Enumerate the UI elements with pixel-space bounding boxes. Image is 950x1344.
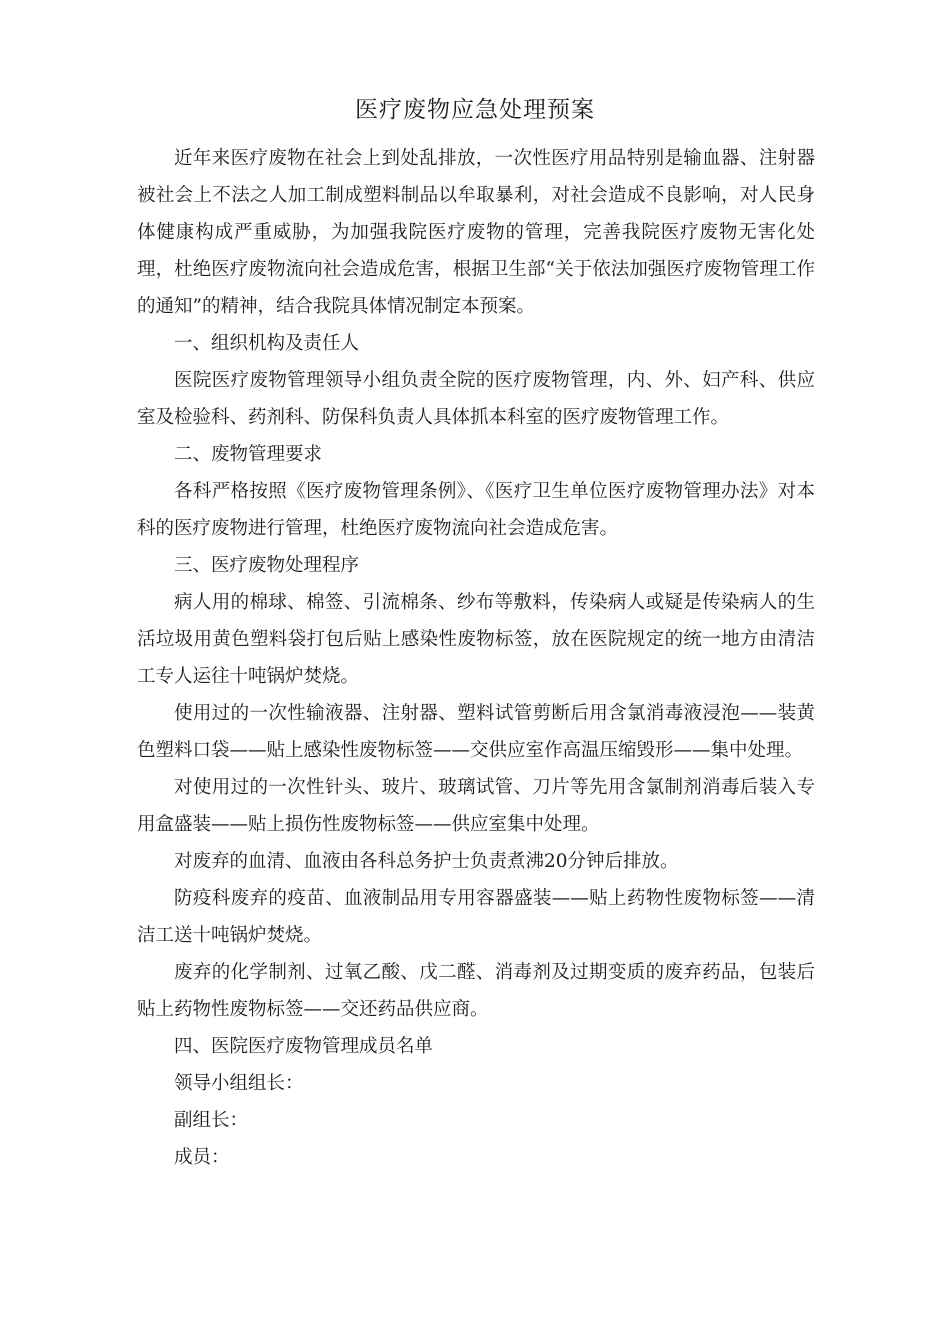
paragraph-procedure-4: 对废弃的血清、血液由各科总务护士负责煮沸20分钟后排放。 [174, 851, 679, 872]
section-heading-4: 四、医院医疗废物管理成员名单 [174, 1036, 434, 1057]
paragraph-organization: 医院医疗废物管理领导小组负责全院的医疗废物管理，内、外、妇产科、供应室及检验科、药剂科、防保科负责人具体抓本科室的医疗废物管理工作。 [137, 370, 815, 428]
document-body [137, 140, 815, 1176]
member-list-label: 成员： [174, 1147, 230, 1168]
paragraph-procedure-6: 废弃的化学制剂、过氧乙酸、戊二醛、消毒剂及过期变质的废弃药品，包装后贴上药物性废物标签——交还药品供应商。 [137, 962, 815, 1020]
paragraph-procedure-5: 防疫科废弃的疫苗、血液制品用专用容器盛装——贴上药物性废物标签——清洁工送十吨锅炉焚烧。 [137, 888, 815, 946]
section-heading-3: 三、医疗废物处理程序 [174, 555, 360, 576]
paragraph-procedure-2: 使用过的一次性输液器、注射器、塑料试管剪断后用含氯消毒液浸泡——装黄色塑料口袋——贴上感染性废物标签——交供应室作高温压缩毁形——集中处理。 [137, 703, 815, 761]
section-heading-2: 二、废物管理要求 [174, 444, 323, 465]
section-heading-1: 一、组织机构及责任人 [174, 333, 360, 354]
paragraph-procedure-3: 对使用过的一次性针头、玻片、玻璃试管、刀片等先用含氯制剂消毒后装入专用盒盛装——贴上损伤性废物标签——供应室集中处理。 [137, 777, 815, 835]
document-title: 医疗废物应急处理预案 [355, 97, 595, 123]
paragraph-requirements: 各科严格按照《医疗废物管理条例》、《医疗卫生单位医疗废物管理办法》对本科的医疗废物进行管理，杜绝医疗废物流向社会造成危害。 [137, 481, 815, 539]
paragraph-procedure-1: 病人用的棉球、棉签、引流棉条、纱布等敷料，传染病人或疑是传染病人的生活垃圾用黄色塑料袋打包后贴上感染性废物标签，放在医院规定的统一地方由清洁工专人运往十吨锅炉焚烧。 [137, 592, 815, 687]
member-leader-label: 领导小组组长： [174, 1073, 304, 1094]
member-deputy-label: 副组长： [174, 1110, 249, 1131]
paragraph-intro: 近年来医疗废物在社会上到处乱排放，一次性医疗用品特别是输血器、注射器被社会上不法之人加工制成塑料制品以牟取暴利，对社会造成不良影响，对人民身体健康构成严重威胁，为加强我院医疗废物的管理，完善我院医疗废物无害化处理，杜绝医疗废物流向社会造成危害，根据卫生部“关于依法加强医疗废物管理工作的通知”的精神，结合我院具体情况制定本预案。 [137, 148, 815, 317]
